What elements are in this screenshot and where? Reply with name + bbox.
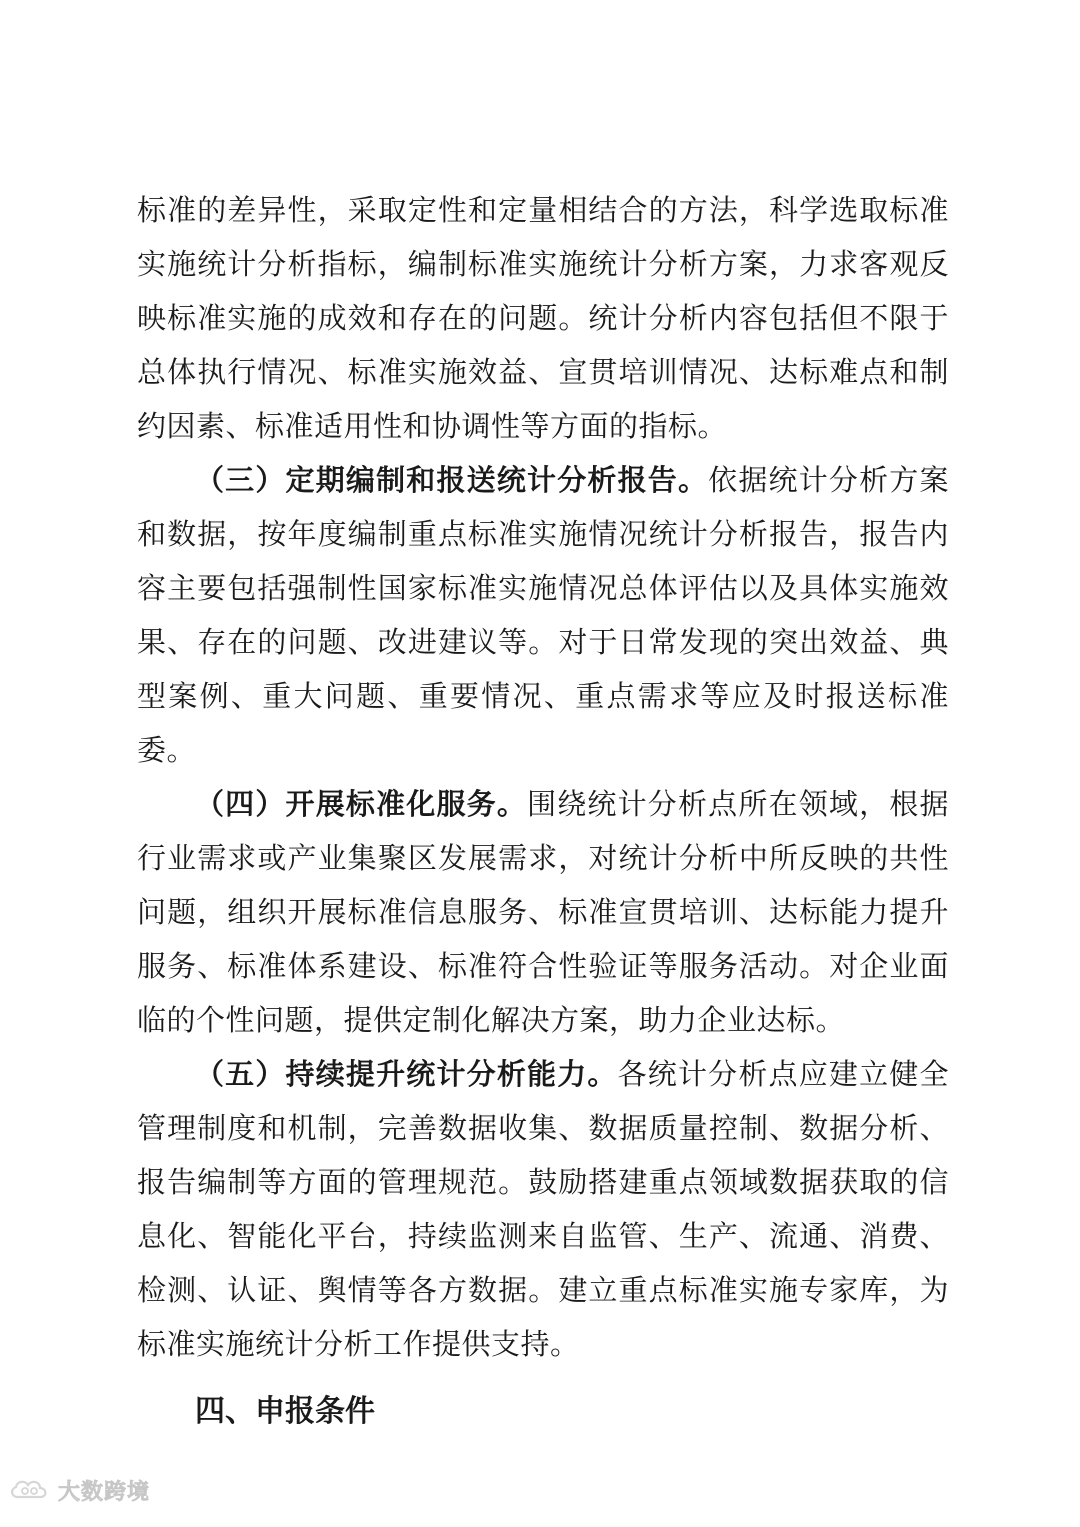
paragraph-capability <box>137 1047 949 1371</box>
paragraph-body-three: 依据统计分析方案和数据，按年度编制重点标准实施情况统计分析报告，报告内容主要包括强制性国家标准实施情况总体评估以及具体实施效果、存在的问题、改进建议等。对于日常发现的突出效益、典型案例、重大问题、重要情况、重点需求等应及时报送标准委。 <box>137 463 949 767</box>
paragraph-heading-five: （五）持续提升统计分析能力。 <box>195 1057 618 1091</box>
paragraph-standardization-service <box>137 777 949 1047</box>
section-heading-application-conditions: 四、申报条件 <box>195 1394 375 1429</box>
document-page <box>137 183 949 1439</box>
paragraph-body-four: 围绕统计分析点所在领域，根据行业需求或产业集聚区发展需求，对统计分析中所反映的共性问题，组织开展标准信息服务、标准宣贯培训、达标能力提升服务、标准体系建设、标准符合性验证等服务活动。对企业面临的个性问题，提供定制化解决方案，助力企业达标。 <box>137 787 949 1037</box>
watermark-text: 大数跨境 <box>58 1479 151 1505</box>
paragraph-heading-three: （三）定期编制和报送统计分析报告。 <box>195 463 709 497</box>
watermark <box>8 1472 150 1508</box>
paragraph-body-five: 各统计分析点应建立健全管理制度和机制，完善数据收集、数据质量控制、数据分析、报告编制等方面的管理规范。鼓励搭建重点领域数据获取的信息化、智能化平台，持续监测来自监管、生产、流通、消费、检测、认证、舆情等各方数据。建立重点标准实施专家库，为标准实施统计分析工作提供支持。 <box>137 1057 949 1361</box>
paragraph-regular-reporting <box>137 453 949 777</box>
paragraph-continuation: 标准的差异性，采取定性和定量相结合的方法，科学选取标准实施统计分析指标，编制标准实施统计分析方案，力求客观反映标准实施的成效和存在的问题。统计分析内容包括但不限于总体执行情况、标准实施效益、宣贯培训情况、达标难点和制约因素、标准适用性和协调性等方面的指标。 <box>137 193 949 443</box>
cloud-logo-icon <box>8 1477 52 1503</box>
paragraph-heading-four: （四）开展标准化服务。 <box>195 787 528 821</box>
